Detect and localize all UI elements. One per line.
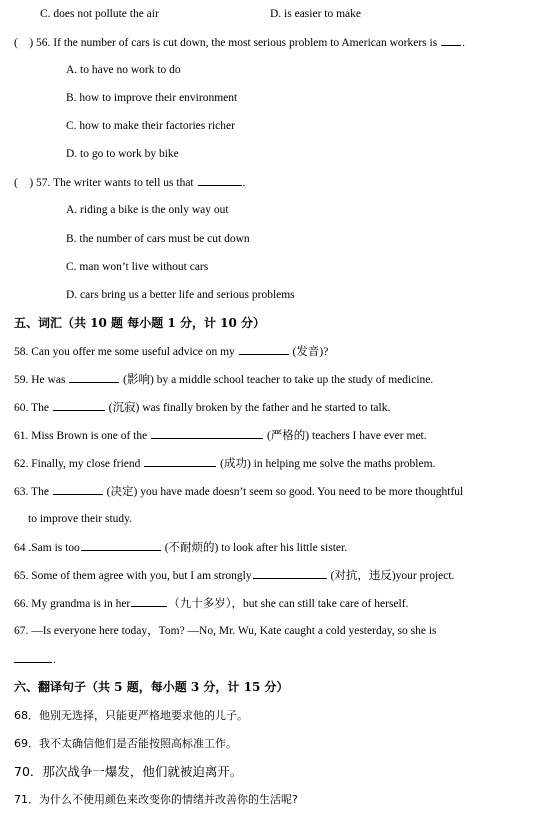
item-63-blank[interactable]: [53, 483, 103, 495]
item-67-end: .: [53, 654, 56, 666]
q57-end: .: [242, 177, 246, 189]
translation-item-70: 70．那次战争一爆发，他们就被迫离开。: [14, 764, 243, 779]
q56-question: [14, 34, 465, 51]
q56-option-d: D. to go to work by bike: [66, 148, 179, 160]
item-65-hint: (对抗，违反)your project.: [327, 570, 455, 582]
item-60-text: 60. The: [14, 402, 49, 414]
item-62-hint: (成功) in helping me solve the maths problem.: [217, 458, 436, 470]
vocab-item-67: 67. —Is everyone here today，Tom? —No, Mr. Wu, Kate caught a cold yesterday, so she is: [14, 625, 437, 637]
item-62-blank[interactable]: [144, 455, 216, 467]
item-64-hint: (不耐烦的) to look after his little sister.: [161, 542, 348, 554]
section5-heading: 五、词汇（共 10 题 每小题 1 分，计 10 分）: [14, 316, 265, 330]
q57-answer-blank[interactable]: [198, 174, 242, 186]
q57-stem: ) 57. The writer wants to tell us that: [17, 177, 194, 189]
vocab-item-66: [14, 595, 408, 612]
q56-answer-blank[interactable]: [441, 34, 461, 46]
q56-paren: (: [14, 37, 18, 49]
vocab-item-64: [14, 539, 347, 556]
item-60-blank[interactable]: [53, 399, 105, 411]
translation-item-68: 68．他别无选择，只能更严格地要求他的儿子。: [14, 709, 248, 722]
item-66-hint: （九十多岁），but she can still take care of herself.: [168, 598, 409, 610]
q55-option-d: D. is easier to make: [270, 8, 362, 20]
section6-heading: 六、翻译句子（共 5 题，每小题 3 分，计 15 分）: [14, 680, 289, 694]
item-61-text: 61. Miss Brown is one of the: [14, 430, 148, 442]
q56-option-c: C. how to make their factories richer: [66, 120, 235, 132]
item-65-blank[interactable]: [253, 567, 327, 579]
translation-item-71: 71．为什么不使用颜色来改变你的情绪并改善你的生活呢?: [14, 793, 298, 806]
item-64-text: 64 .Sam is too: [14, 542, 80, 554]
item-63-text: 63. The: [14, 486, 49, 498]
vocab-item-67-continued: [14, 651, 56, 668]
item-59-blank[interactable]: [69, 371, 119, 383]
vocab-item-58: [14, 343, 328, 360]
vocab-item-63: [14, 483, 463, 500]
translation-item-69: 69．我不太确信他们是否能按照高标准工作。: [14, 737, 237, 750]
item-65-text: 65. Some of them agree with you, but I am strongly: [14, 570, 252, 582]
q57-paren: (: [14, 177, 18, 189]
item-63-hint: (决定) you have made doesn’t seem so good. You need to be more thoughtful: [103, 486, 464, 498]
item-58-text: 58. Can you offer me some useful advice on my: [14, 346, 235, 358]
q57-option-d: D. cars bring us a better life and serious problems: [66, 289, 295, 301]
vocab-item-62: [14, 455, 435, 472]
vocab-item-61: [14, 427, 427, 444]
vocab-item-65: [14, 567, 454, 584]
vocab-item-59: [14, 371, 433, 388]
q56-option-a: A. to have no work to do: [66, 64, 181, 76]
q57-option-b: B. the number of cars must be cut down: [66, 233, 250, 245]
item-64-blank[interactable]: [81, 539, 161, 551]
item-67-blank[interactable]: [14, 651, 52, 663]
q56-stem: ) 56. If the number of cars is cut down, the most serious problem to American workers is: [17, 37, 438, 49]
q57-option-c: C. man won’t live without cars: [66, 261, 209, 273]
item-61-blank[interactable]: [151, 427, 263, 439]
item-59-hint: (影响) by a middle school teacher to take up the study of medicine.: [120, 374, 434, 386]
item-62-text: 62. Finally, my close friend: [14, 458, 141, 470]
item-61-hint: (严格的) teachers I have ever met.: [264, 430, 427, 442]
q56-option-b: B. how to improve their environment: [66, 92, 238, 104]
q57-question: [14, 174, 245, 191]
item-66-text: 66. My grandma is in her: [14, 598, 131, 610]
vocab-item-60: [14, 399, 390, 416]
item-58-blank[interactable]: [239, 343, 289, 355]
q56-end: .: [462, 37, 465, 49]
item-60-hint: (沉寂) was finally broken by the father and he started to talk.: [105, 402, 391, 414]
item-58-hint: (发音)?: [289, 346, 329, 358]
item-66-blank[interactable]: [131, 595, 167, 607]
q57-option-a: A. riding a bike is the only way out: [66, 204, 229, 216]
vocab-item-63-continued: to improve their study.: [28, 513, 133, 525]
q55-option-c: C. does not pollute the air: [40, 8, 159, 20]
item-59-text: 59. He was: [14, 374, 66, 386]
